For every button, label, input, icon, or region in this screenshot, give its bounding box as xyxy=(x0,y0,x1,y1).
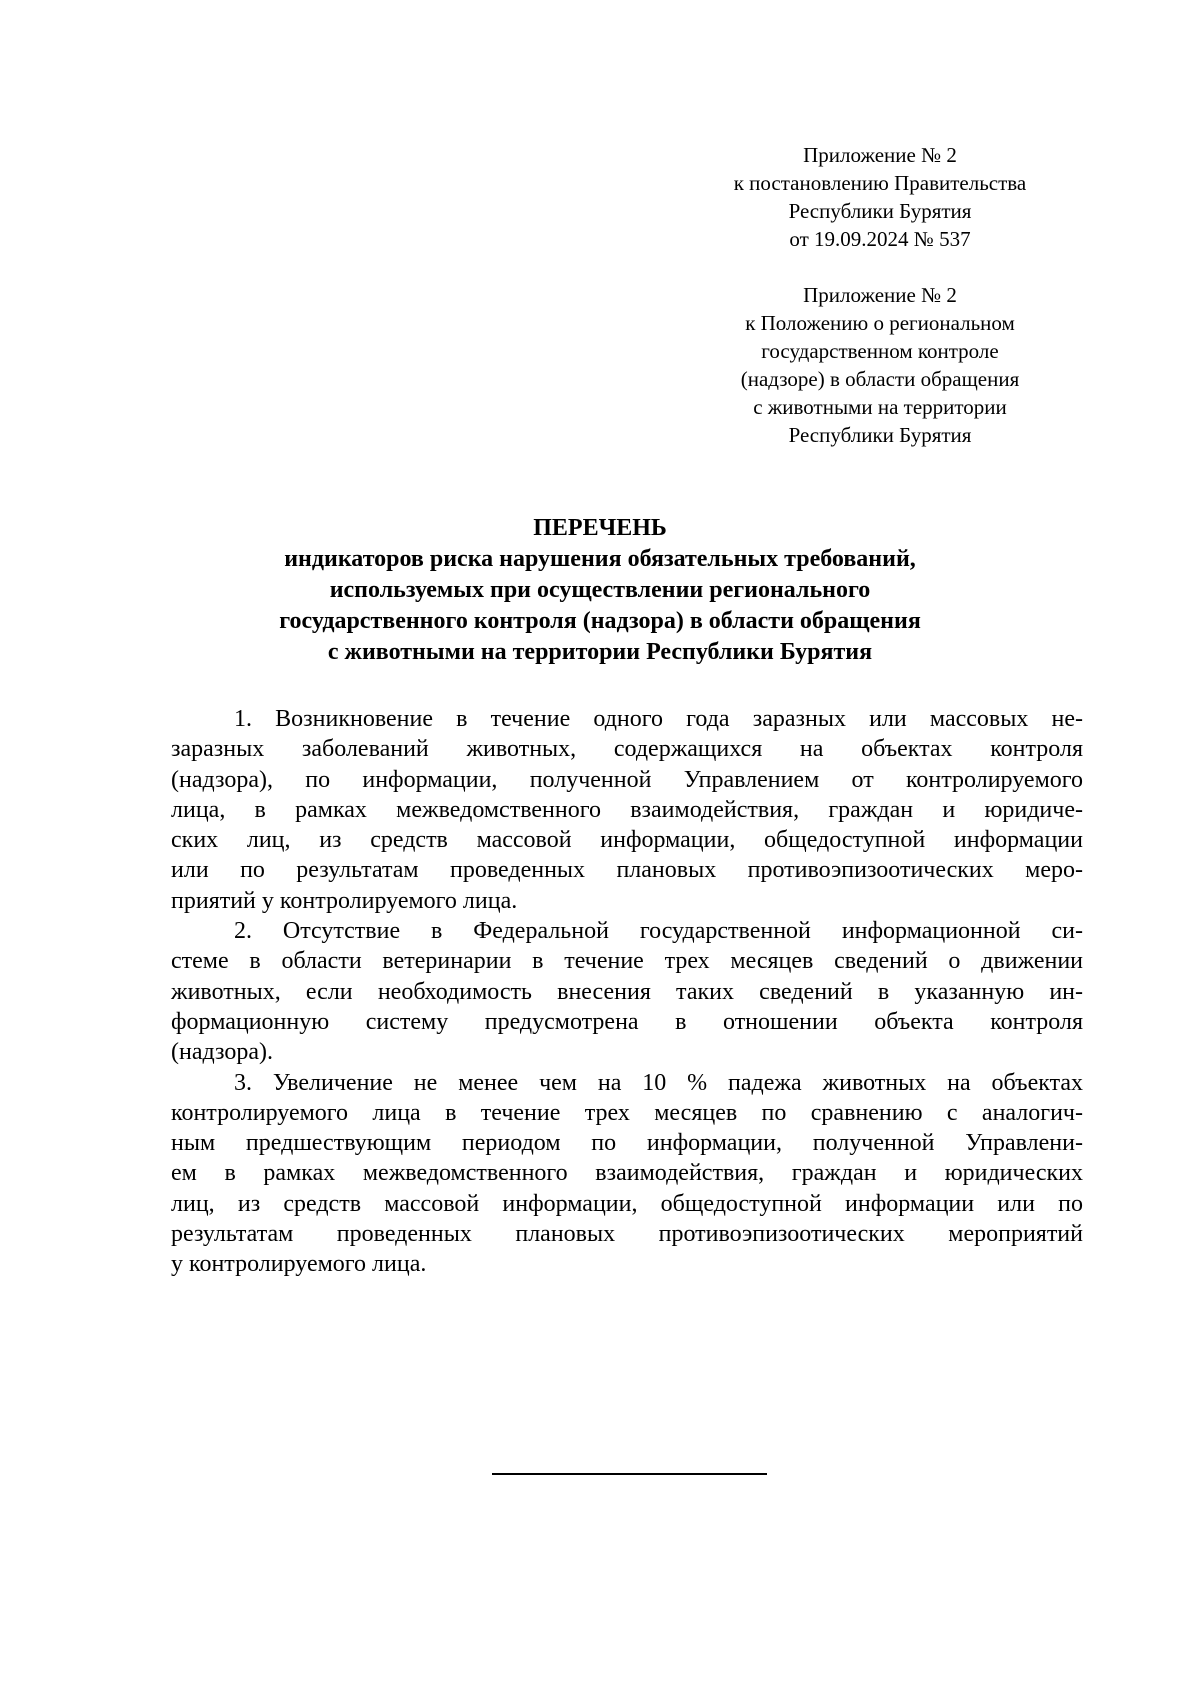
attachment-line: Приложение № 2 xyxy=(803,143,957,167)
list-item-3 xyxy=(171,1068,1083,1280)
text-line: стеме в области ветеринарии в течение трех месяцев сведений о движении xyxy=(171,948,1083,975)
text-line: (надзора). xyxy=(171,1039,273,1066)
document-title xyxy=(150,513,1050,668)
text-line: результатам проведенных плановых противоэпизоотических мероприятий xyxy=(171,1221,1083,1248)
attachment-note-resolution xyxy=(700,141,1060,253)
text-line: лиц, из средств массовой информации, общедоступной информации или по xyxy=(171,1190,1083,1217)
text-line: 3. Увеличение не менее чем на 10 % падежа животных на объектах xyxy=(234,1069,1083,1096)
attachment-line: к Положению о региональном xyxy=(745,311,1015,335)
text-line: контролируемого лица в течение трех месяцев по сравнению с аналогич- xyxy=(171,1099,1083,1126)
attachment-line: Республики Бурятия xyxy=(788,199,972,223)
attachment-line: государственном контроле xyxy=(761,339,999,363)
title-heading: ПЕРЕЧЕНЬ xyxy=(533,515,667,541)
attachment-line: Приложение № 2 xyxy=(803,283,957,307)
text-line: ских лиц, из средств массовой информации, общедоступной информации xyxy=(171,827,1083,854)
title-line: индикаторов риска нарушения обязательных требований, xyxy=(284,546,916,572)
text-line: животных, если необходимость внесения таких сведений в указанную ин- xyxy=(171,978,1083,1005)
title-line: государственного контроля (надзора) в области обращения xyxy=(279,608,921,634)
text-line: ным предшествующим периодом по информации, полученной Управлени- xyxy=(171,1130,1083,1157)
text-line: заразных заболеваний животных, содержащихся на объектах контроля xyxy=(171,736,1083,763)
document-body xyxy=(171,704,1083,1280)
text-line: 2. Отсутствие в Федеральной государственной информационной си- xyxy=(234,918,1083,945)
text-line: или по результатам проведенных плановых противоэпизоотических меро- xyxy=(171,857,1083,884)
text-line: (надзора), по информации, полученной Управлением от контролируемого xyxy=(171,766,1083,793)
text-line: формационную систему предусмотрена в отношении объекта контроля xyxy=(171,1008,1083,1035)
attachment-line: (надзоре) в области обращения xyxy=(740,367,1020,391)
attachment-line: к постановлению Правительства xyxy=(733,171,1027,195)
title-line: с животными на территории Республики Бурятия xyxy=(327,639,873,665)
text-line: у контролируемого лица. xyxy=(171,1251,427,1278)
attachment-line: Республики Бурятия xyxy=(788,423,972,447)
text-line: лица, в рамках межведомственного взаимодействия, граждан и юридиче- xyxy=(171,796,1083,823)
text-line: приятий у контролируемого лица. xyxy=(171,887,518,914)
title-line: используемых при осуществлении регионального xyxy=(329,577,871,603)
attachment-line: от 19.09.2024 № 537 xyxy=(789,227,971,251)
end-divider xyxy=(492,1473,767,1475)
list-item-1 xyxy=(171,704,1083,916)
text-line: ем в рамках межведомственного взаимодействия, граждан и юридических xyxy=(171,1160,1083,1187)
text-line: 1. Возникновение в течение одного года заразных или массовых не- xyxy=(234,706,1083,732)
attachment-note-regulation xyxy=(700,281,1060,449)
attachment-line: с животными на территории xyxy=(753,395,1007,419)
list-item-2 xyxy=(171,916,1083,1067)
